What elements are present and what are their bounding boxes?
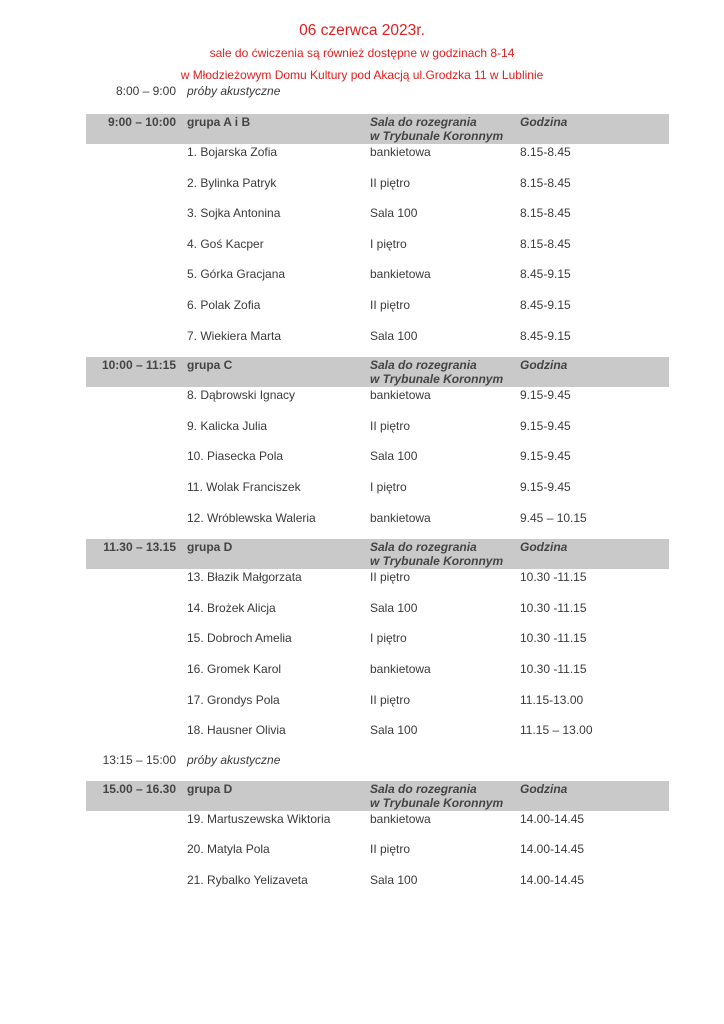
participant-name: 16. Gromek Karol (187, 662, 282, 676)
table-row (0, 601, 724, 621)
hour-header: Godzina (520, 540, 568, 555)
table-row (0, 298, 724, 318)
hall-header-line1: Sala do rozegrania (370, 115, 477, 129)
table-row (0, 176, 724, 196)
hall-value: Sala 100 (370, 873, 418, 887)
table-row (0, 723, 724, 743)
participant-name: 1. Bojarska Zofia (187, 145, 278, 159)
group-time: 11.30 – 13.15 (103, 540, 176, 555)
table-row (0, 631, 724, 651)
hall-value: bankietowa (370, 510, 431, 525)
table-row (0, 873, 724, 893)
hall-header-line1: Sala do rozegrania (370, 540, 477, 555)
hall-header-line1: Sala do rozegrania (370, 781, 477, 796)
group-name: grupa D (187, 781, 233, 796)
hall-value: II piętro (370, 570, 411, 585)
participant-name: 15. Dobroch Amelia (187, 631, 292, 646)
participant-name: 4. Goś Kacper (187, 236, 264, 251)
hour-value: 8.15-8.45 (520, 145, 571, 159)
participant-name: 17. Grondys Pola (187, 692, 280, 707)
hall-value: Sala 100 (370, 206, 418, 221)
hour-value: 8.15-8.45 (520, 175, 571, 190)
hall-value: Sala 100 (370, 600, 418, 615)
participant-name: 6. Polak Zofia (187, 298, 261, 312)
participant-name: 5. Górka Gracjana (187, 267, 286, 282)
participant-name: 11. Wolak Franciszek (187, 480, 301, 494)
table-row (0, 145, 724, 165)
table-row (0, 693, 724, 713)
hall-value: Sala 100 (370, 723, 418, 738)
slot-time: 8:00 – 9:00 (115, 84, 176, 98)
participant-name: 19. Martuszewska Wiktoria (187, 811, 331, 826)
group-name: grupa A i B (187, 115, 251, 129)
participant-name: 13. Błazik Małgorzata (187, 570, 302, 585)
hall-value: Sala 100 (370, 328, 418, 343)
hour-value: 8.15-8.45 (520, 236, 571, 251)
table-row (0, 206, 724, 226)
hall-value: Sala 100 (370, 449, 418, 464)
hall-value: II piętro (370, 692, 411, 707)
hall-value: II piętro (370, 842, 411, 857)
hour-value: 8.45-9.15 (520, 328, 571, 343)
table-row (0, 329, 724, 349)
hour-value: 14.00-14.45 (520, 873, 585, 887)
hall-value: II piętro (370, 298, 411, 312)
participant-name: 9. Kalicka Julia (187, 418, 268, 433)
table-row (0, 662, 724, 682)
group-name: grupa D (187, 540, 233, 555)
table-row (0, 388, 724, 408)
hour-value: 11.15-13.00 (520, 692, 584, 707)
page-title: 06 czerwca 2023r. (299, 22, 425, 39)
slot-label: próby akustyczne (187, 84, 281, 98)
table-row (0, 812, 724, 832)
table-row (0, 570, 724, 590)
hall-value: I piętro (370, 480, 407, 494)
participant-name: 14. Brożek Alicja (187, 600, 276, 615)
participant-name: 20. Matyla Pola (187, 842, 270, 857)
hall-header-line2: w Trybunale Koronnym (370, 554, 504, 569)
group-name: grupa C (187, 358, 233, 373)
table-row (0, 419, 724, 439)
hour-value: 14.00-14.45 (520, 842, 585, 857)
hour-header: Godzina (520, 358, 568, 373)
participant-name: 18. Hausner Olivia (187, 723, 286, 738)
hour-value: 9.15-9.45 (520, 418, 571, 433)
participant-name: 8. Dąbrowski Ignacy (187, 388, 296, 403)
hour-value: 11.15 – 13.00 (520, 723, 593, 738)
table-row (0, 842, 724, 862)
table-row (0, 449, 724, 469)
hall-header-line2: w Trybunale Koronnym (370, 129, 504, 143)
hour-value: 14.00-14.45 (520, 811, 585, 826)
hour-value: 8.15-8.45 (520, 206, 571, 221)
hall-value: bankietowa (370, 811, 431, 826)
hour-value: 9.45 – 10.15 (520, 510, 587, 525)
hour-header: Godzina (520, 781, 568, 796)
hall-value: bankietowa (370, 145, 431, 159)
table-row (0, 267, 724, 287)
hall-header-line2: w Trybunale Koronnym (370, 372, 504, 387)
participant-name: 7. Wiekiera Marta (187, 328, 282, 343)
hall-header-line1: Sala do rozegrania (370, 358, 477, 373)
table-row (0, 511, 724, 531)
hour-value: 10.30 -11.15 (520, 570, 587, 585)
participant-name: 2. Bylinka Patryk (187, 175, 277, 190)
hour-value: 9.15-9.45 (520, 480, 571, 494)
group-time: 15.00 – 16.30 (102, 781, 176, 796)
group-time: 10:00 – 11:15 (101, 358, 176, 373)
group-time: 9:00 – 10:00 (107, 115, 176, 129)
participant-name: 10. Piasecka Pola (187, 449, 284, 464)
hour-value: 8.45-9.15 (520, 267, 571, 282)
hour-value: 8.45-9.15 (520, 298, 571, 312)
slot-time: 13:15 – 15:00 (102, 752, 176, 767)
subtitle-availability: sale do ćwiczenia są również dostępne w godzinach 8-14 (209, 46, 515, 60)
hall-value: I piętro (370, 236, 407, 251)
hour-value: 10.30 -11.15 (520, 600, 587, 615)
hour-header: Godzina (520, 115, 568, 129)
subtitle-location: w Młodzieżowym Domu Kultury pod Akacją ul.Grodzka 11 w Lublinie (180, 68, 544, 82)
participant-name: 3. Sojka Antonina (187, 206, 281, 221)
hall-value: I piętro (370, 631, 407, 646)
participant-name: 12. Wróblewska Waleria (187, 510, 316, 525)
hour-value: 10.30 -11.15 (520, 631, 587, 646)
hall-value: II piętro (370, 418, 411, 433)
hall-value: bankietowa (370, 267, 431, 282)
hall-value: bankietowa (370, 388, 431, 403)
table-row (0, 480, 724, 500)
slot-label: próby akustyczne (187, 752, 281, 767)
participant-name: 21. Rybalko Yelizaveta (187, 873, 308, 887)
table-row (0, 237, 724, 257)
hour-value: 9.15-9.45 (520, 388, 571, 403)
hall-value: II piętro (370, 175, 411, 190)
hour-value: 10.30 -11.15 (520, 662, 587, 676)
hall-value: bankietowa (370, 662, 431, 676)
hour-value: 9.15-9.45 (520, 449, 571, 464)
hall-header-line2: w Trybunale Koronnym (370, 795, 504, 810)
